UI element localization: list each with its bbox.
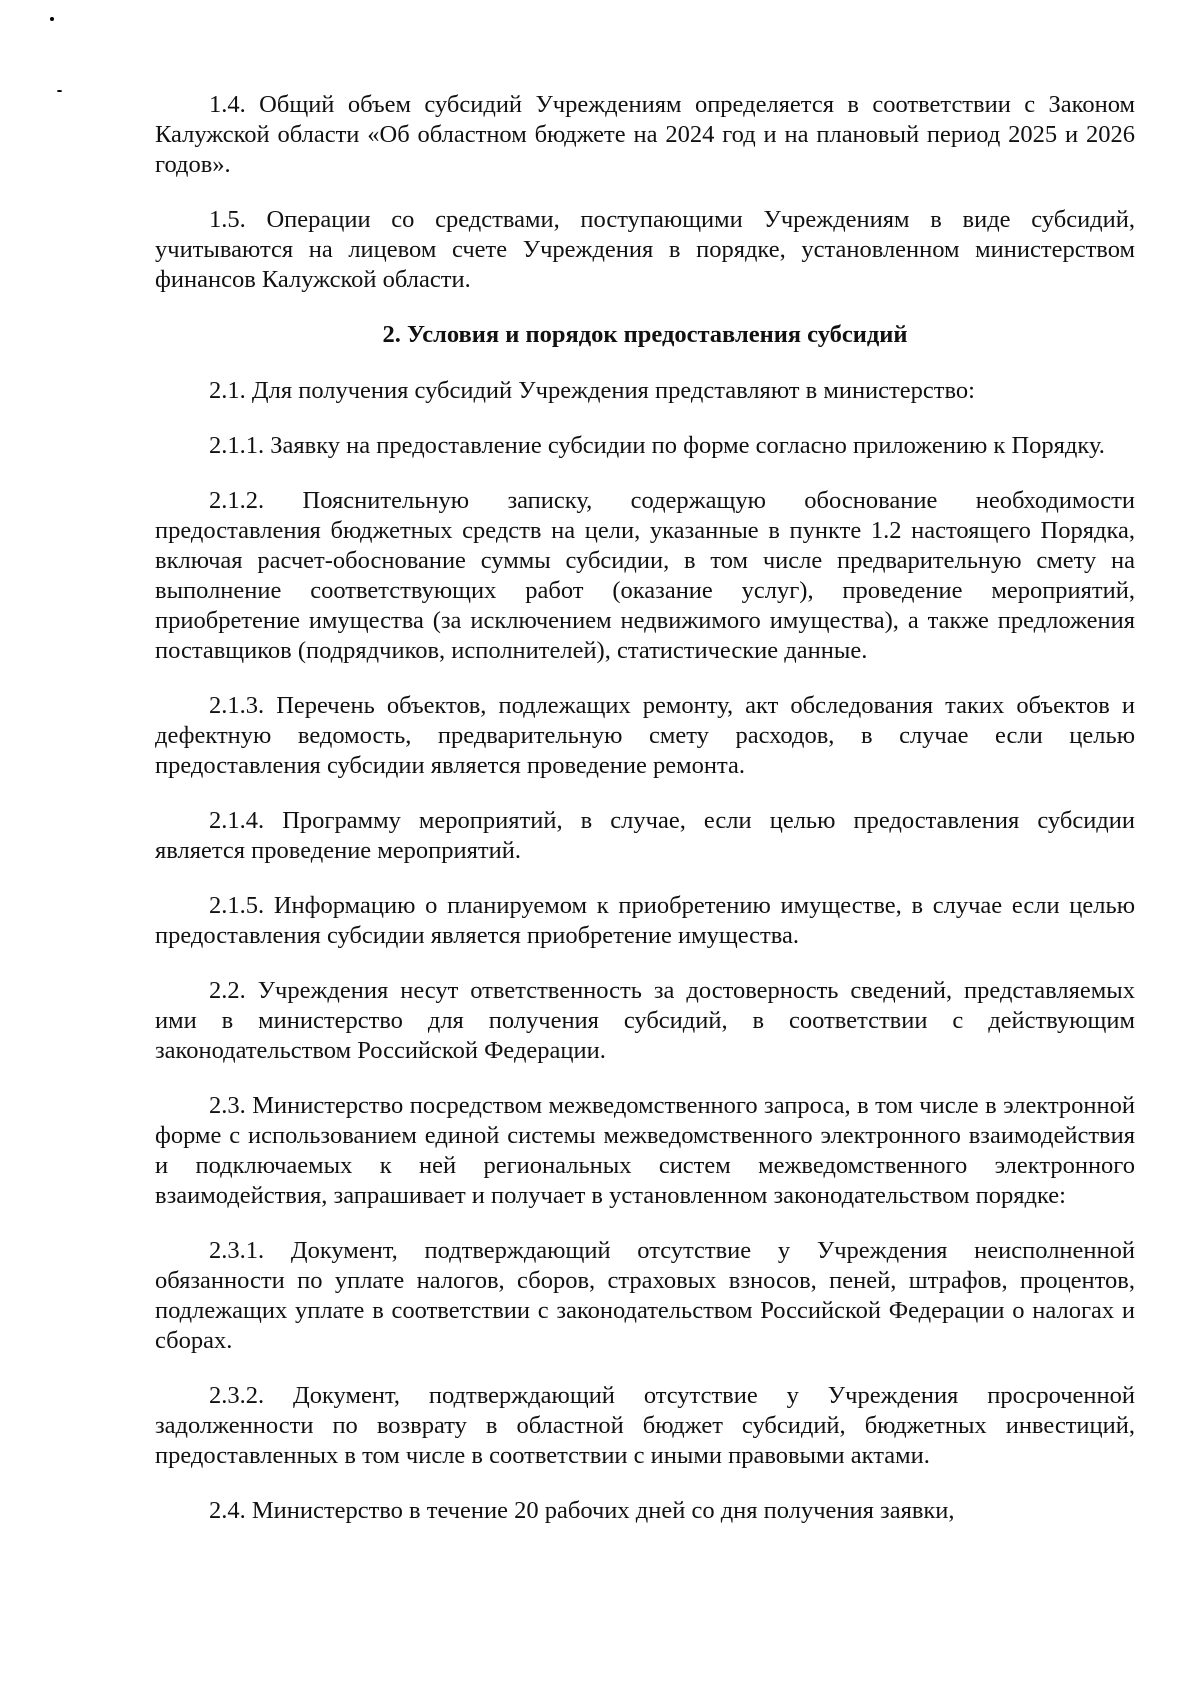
paragraph-2-1-1: 2.1.1. Заявку на предоставление субсидии по форме согласно приложению к Порядку. [209, 432, 1105, 459]
paragraph-1-4: 1.4. Общий объем субсидий Учреждениям определяется в соответствии с Законом Калужской области «Об областном бюджете на 2024 год и на плановый период 2025 и 2026 годов». [155, 91, 1135, 178]
paragraph-2-1-5: 2.1.5. Информацию о планируемом к приобретению имуществе, в случае если целью предоставления субсидии является приобретение имущества. [155, 892, 1135, 949]
paragraph-1-5: 1.5. Операции со средствами, поступающими Учреждениям в виде субсидий, учитываются на лицевом счете Учреждения в порядке, установленном министерством финансов Калужской области. [155, 206, 1135, 293]
paragraph-2-1: 2.1. Для получения субсидий Учреждения представляют в министерство: [209, 377, 975, 404]
document-page [155, 90, 1135, 1526]
paragraph-2-1-2: 2.1.2. Пояснительную записку, содержащую обоснование необходимости предоставления бюджетных средств на цели, указанные в пункте 1.2 настоящего Порядка, включая расчет-обоснование суммы субсидии, в том числе предварительную смету на выполнение соответствующих работ (оказание услуг), проведение мероприятий, приобретение имущества (за исключением недвижимого имущества), а также предложения поставщиков (подрядчиков, исполнителей), статистические данные. [155, 487, 1135, 664]
paragraph-2-3: 2.3. Министерство посредством межведомственного запроса, в том числе в электронной форме с использованием единой системы межведомственного электронного взаимодействия и подключаемых к ней региональных систем межведомственного электронного взаимодействия, запрашивает и получает в установленном законодательством порядке: [155, 1092, 1135, 1209]
section-heading: 2. Условия и порядок предоставления субсидий [382, 321, 908, 348]
paragraph-2-2: 2.2. Учреждения несут ответственность за достоверность сведений, представляемых ими в министерство для получения субсидий, в соответствии с действующим законодательством Российской Федерации. [155, 977, 1135, 1064]
scan-speck [50, 17, 54, 21]
scan-speck [57, 90, 62, 92]
paragraph-2-3-1: 2.3.1. Документ, подтверждающий отсутствие у Учреждения неисполненной обязанности по уплате налогов, сборов, страховых взносов, пеней, штрафов, процентов, подлежащих уплате в соответствии с законодательством Российской Федерации о налогах и сборах. [155, 1237, 1135, 1354]
paragraph-2-3-2: 2.3.2. Документ, подтверждающий отсутствие у Учреждения просроченной задолженности по возврату в областной бюджет субсидий, бюджетных инвестиций, предоставленных в том числе в соответствии с иными правовыми актами. [155, 1382, 1135, 1469]
paragraph-2-1-4: 2.1.4. Программу мероприятий, в случае, если целью предоставления субсидии является проведение мероприятий. [155, 807, 1135, 864]
paragraph-2-4: 2.4. Министерство в течение 20 рабочих дней со дня получения заявки, [209, 1497, 955, 1524]
paragraph-2-1-3: 2.1.3. Перечень объектов, подлежащих ремонту, акт обследования таких объектов и дефектную ведомость, предварительную смету расходов, в случае если целью предоставления субсидии является проведение ремонта. [155, 692, 1135, 779]
